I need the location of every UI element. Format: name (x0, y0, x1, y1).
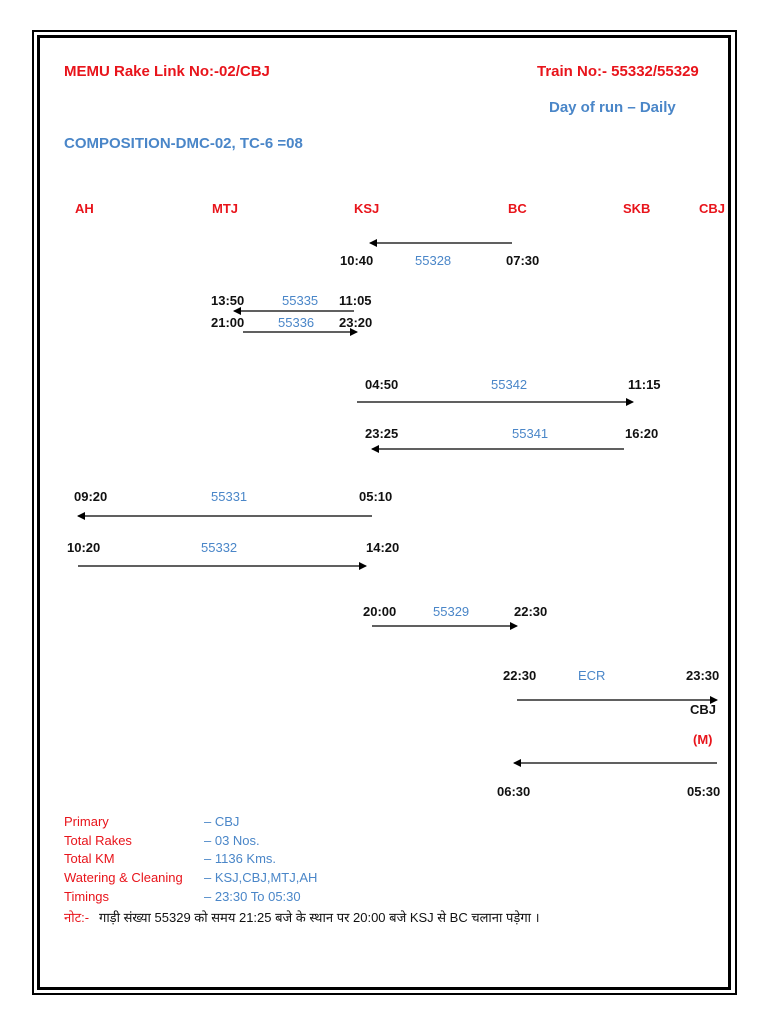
train-number-title: Train No:- 55332/55329 (537, 63, 699, 80)
time-55341-arr: 23:25 (365, 426, 399, 441)
station-mtj: MTJ (212, 201, 238, 216)
time-55328-dep: 07:30 (506, 253, 540, 268)
rake-link-title: MEMU Rake Link No:-02/CBJ (64, 63, 270, 80)
station-cbj: CBJ (699, 201, 726, 216)
watering-label: Watering & Cleaning (64, 870, 183, 885)
time-55336-dep: 21:00 (211, 315, 245, 330)
composition: COMPOSITION-DMC-02, TC-6 =08 (64, 135, 303, 152)
time-55329-arr: 22:30 (514, 604, 548, 619)
train-55336: 55336 (278, 315, 315, 330)
primary-label: Primary (64, 814, 109, 829)
note-text: गाड़ी संख्या 55329 को समय 21:25 बजे के स्थान पर 20:00 बजे KSJ से BC चलाना पड़ेगा । (99, 910, 540, 925)
total-km-value: – 1136 Kms. (204, 851, 277, 866)
timings-value: – 23:30 To 05:30 (204, 889, 301, 904)
time-ecr-arr: 23:30 (686, 668, 720, 683)
timings-label: Timings (64, 889, 110, 904)
total-km-label: Total KM (64, 851, 115, 866)
station-bc: BC (508, 201, 527, 216)
ecr-destination: CBJ (690, 702, 717, 717)
watering-value: – KSJ,CBJ,MTJ,AH (204, 870, 318, 885)
time-return-dep: 05:30 (687, 784, 721, 799)
train-55341: 55341 (512, 426, 549, 441)
time-return-arr: 06:30 (497, 784, 531, 799)
note-label: नोट:- (64, 910, 90, 925)
day-of-run: Day of run – Daily (549, 99, 676, 116)
time-55342-dep: 04:50 (365, 377, 399, 392)
time-55342-arr: 11:15 (628, 377, 661, 392)
time-55335-arr: 13:50 (211, 293, 245, 308)
primary-value: – CBJ (204, 814, 240, 829)
time-55332-arr: 14:20 (366, 540, 400, 555)
train-55331: 55331 (211, 489, 248, 504)
train-55332: 55332 (201, 540, 238, 555)
time-55331-arr: 09:20 (74, 489, 108, 504)
train-55342: 55342 (491, 377, 528, 392)
station-ksj: KSJ (354, 201, 380, 216)
station-skb: SKB (623, 201, 651, 216)
time-55341-dep: 16:20 (625, 426, 659, 441)
time-55332-dep: 10:20 (67, 540, 101, 555)
time-55329-dep: 20:00 (363, 604, 397, 619)
train-55328: 55328 (415, 253, 452, 268)
time-55336-arr: 23:20 (339, 315, 373, 330)
train-55335: 55335 (282, 293, 319, 308)
total-rakes-value: – 03 Nos. (204, 833, 260, 848)
station-ah: AH (75, 201, 94, 216)
train-ecr: ECR (578, 668, 606, 683)
time-ecr-dep: 22:30 (503, 668, 537, 683)
total-rakes-label: Total Rakes (64, 833, 132, 848)
time-55328-arr: 10:40 (340, 253, 374, 268)
maintenance-mark: (M) (693, 732, 713, 747)
time-55335-dep: 11:05 (339, 293, 372, 308)
train-55329: 55329 (433, 604, 470, 619)
time-55331-dep: 05:10 (359, 489, 393, 504)
